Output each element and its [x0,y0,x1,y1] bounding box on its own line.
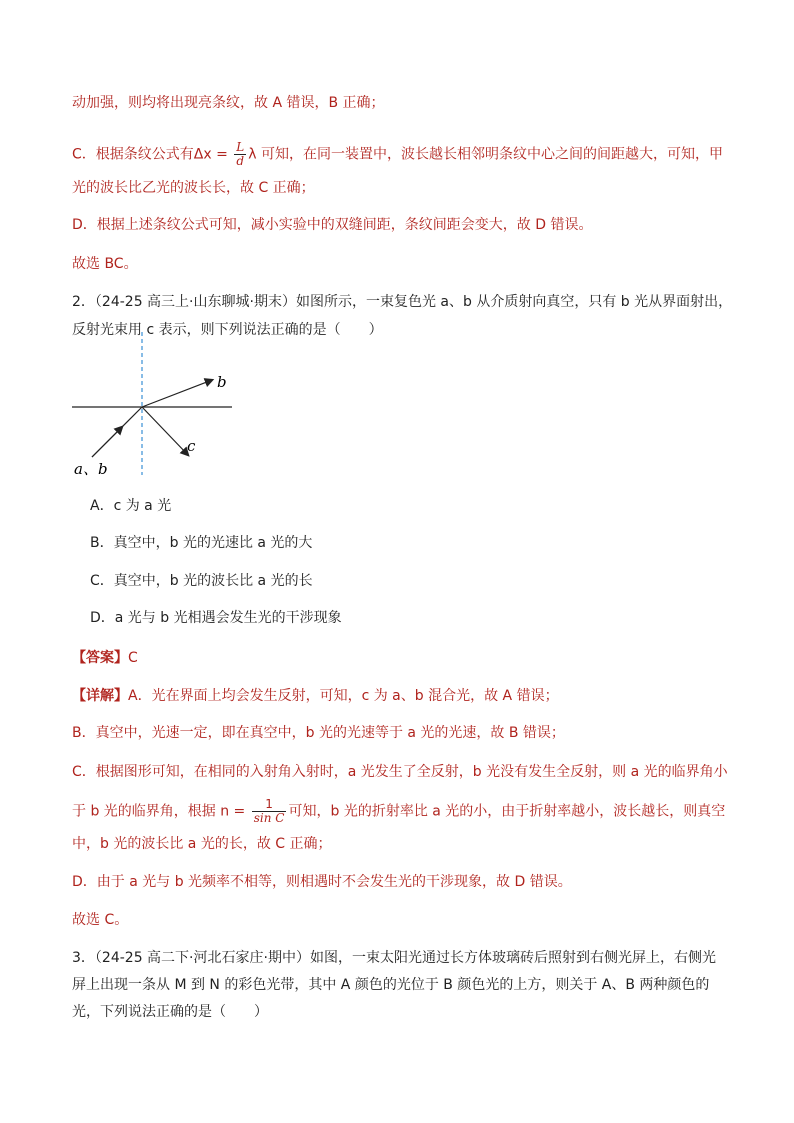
answer-text: D．根据上述条纹公式可知，减小实验中的双缝间距，条纹间距会变大，故 D 错误。 [72,217,593,233]
detail-line [72,834,332,854]
question-text: 如图，一束太阳光通过长方体玻璃砖后照射到右侧光屏上，右侧光 [309,950,716,966]
question-number: 3． [72,950,95,966]
answer-text: C．根据条纹公式有Δx = [72,146,233,163]
question-source: （24-25 高二下·河北石家庄·期中） [94,950,310,966]
detail-line [72,872,572,892]
text-line [72,215,592,235]
fraction-numerator: L [236,140,245,154]
optics-diagram [70,330,245,480]
reflected-ray-c [142,407,188,455]
answer-value: C [128,650,138,666]
text-line [72,254,138,274]
label-b: b [217,373,227,391]
detail-line [72,798,725,825]
fraction-denominator: sin C [253,811,285,825]
detail-text: A．光在界面上均会发生反射，可知，c 为 a、b 混合光，故 A 错误； [128,688,559,704]
question-source: （24-25 高三上·山东聊城·期末） [94,294,296,310]
answer-text: 光的波长比乙光的波长长，故 C 正确； [72,180,315,196]
detail-text: 中，b 光的波长比 a 光的长，故 C 正确； [72,836,332,852]
text-line [72,93,385,113]
text-line [72,141,723,168]
answer-text: 动加强，则均将出现亮条纹，故 A 错误，B 正确； [72,95,385,111]
detail-text: C．根据图形可知，在相同的入射角入射时，a 光发生了全反射，b 光没有发生全反射，则 a 光的临界角小 [72,764,728,780]
answer-text: λ 可知，在同一装置中，波长越长相邻明条纹中心之间的间距越大，可知，甲 [248,146,723,163]
question-text: 如图所示，一束复色光 a、b 从介质射向真空，只有 b 光从界面射出， [295,294,733,310]
question-3-line [72,1002,268,1022]
answer-text: 故选 BC。 [72,256,138,272]
question-2-line [72,292,732,312]
detail-text: 于 b 光的临界角，根据 n = [72,803,250,820]
detail-label: 【详解】 [72,688,128,704]
detail-line [72,686,559,706]
question-3-line [72,975,709,995]
option-d[interactable]: D．a 光与 b 光相遇会发生光的干涉现象 [90,610,342,626]
option-c[interactable]: C．真空中，b 光的波长比 a 光的长 [90,573,313,589]
detail-text: 可知，b 光的折射率比 a 光的小，由于折射率越小，波长越长，则真空 [288,803,726,820]
question-3-line [72,948,716,968]
fraction [234,141,246,168]
option-b[interactable]: B．真空中，b 光的光速比 a 光的大 [90,535,313,551]
label-c: c [187,437,196,455]
refracted-ray-b [142,380,212,407]
option-a[interactable]: A．c 为 a 光 [90,498,172,514]
incident-arrow [92,427,122,457]
text-line [72,178,315,198]
answer-label: 【答案】 [72,650,128,666]
detail-text: 故选 C。 [72,912,129,928]
detail-line [72,762,728,782]
answer-line [72,648,138,668]
label-ab: a、b [74,460,108,478]
detail-text: B．真空中，光速一定，即在真空中，b 光的光速等于 a 光的光速，故 B 错误； [72,725,565,741]
question-number: 2． [72,294,95,310]
question-text: 屏上出现一条从 M 到 N 的彩色光带，其中 A 颜色的光位于 B 颜色光的上方，则关于 A、B 两种颜色的 [72,977,710,993]
detail-line [72,910,128,930]
question-text: 反射光束用 c 表示，则下列说法正确的是（ ） [72,322,383,338]
fraction [252,798,287,825]
question-text: 光，下列说法正确的是（ ） [72,1004,268,1020]
fraction-denominator: d [236,154,245,168]
detail-line [72,723,565,743]
fraction-numerator: 1 [252,798,287,812]
detail-text: D．由于 a 光与 b 光频率不相等，则相遇时不会发生光的干涉现象，故 D 错误。 [72,874,572,890]
